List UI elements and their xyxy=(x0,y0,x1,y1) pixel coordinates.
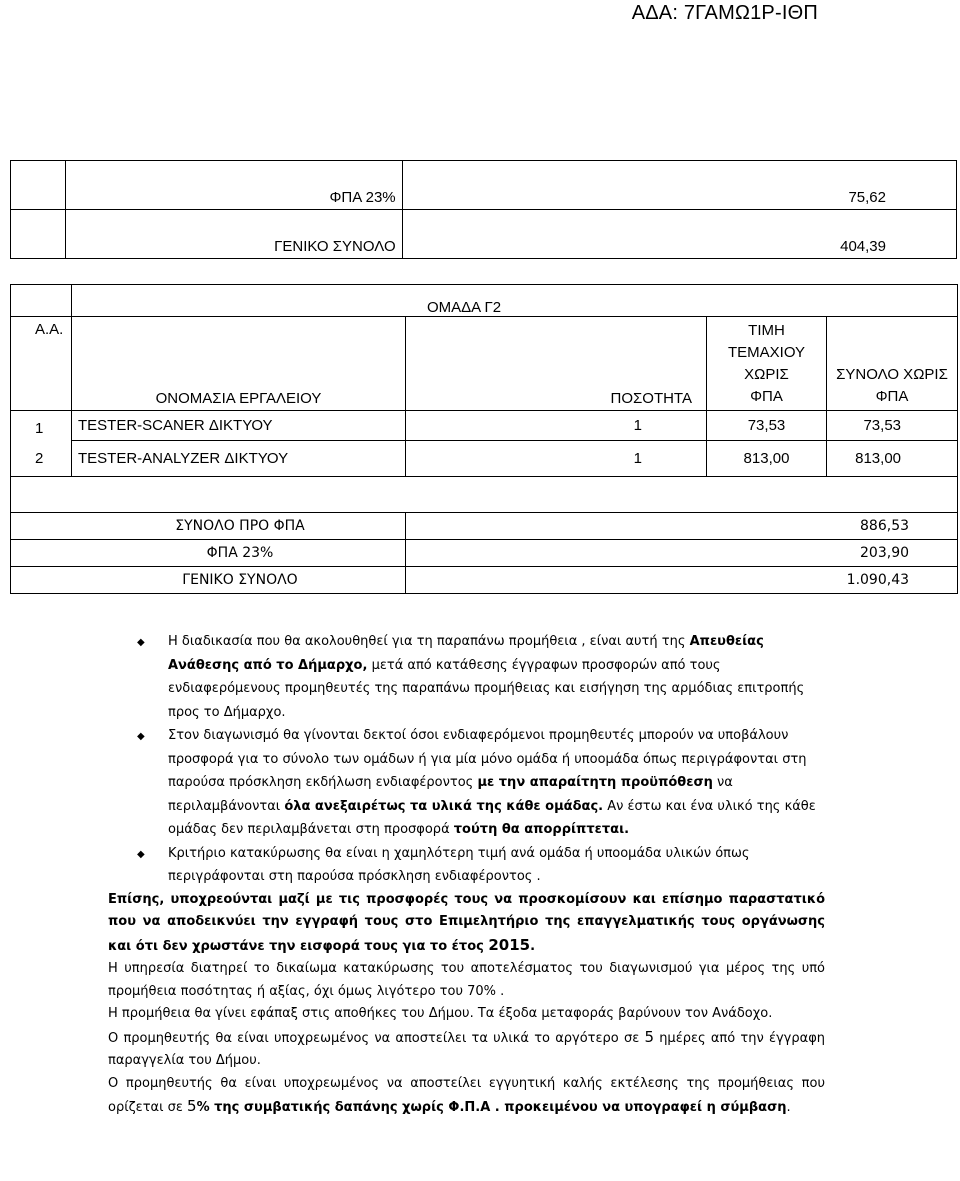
subtotal-label: ΣΥΝΟΛΟ ΠΡΟ ΦΠΑ xyxy=(11,513,406,540)
table-row xyxy=(11,540,958,567)
item-qty: 1 xyxy=(406,441,707,477)
item-total: 813,00 xyxy=(827,441,958,477)
item-total: 73,53 xyxy=(827,411,958,441)
table-row xyxy=(11,567,958,594)
table-row xyxy=(11,411,958,441)
terms-bullet-list xyxy=(110,630,825,889)
diamond-bullet-icon: ◆ xyxy=(137,637,145,648)
grand-total-value: 1.090,43 xyxy=(406,567,958,594)
paragraph-shipping-time: Ο προμηθευτής θα είναι υποχρεωμένος να αποστείλει τα υλικά το αργότερο σε 5 ημέρες από την έγγραφη παραγγελία του Δήμου. xyxy=(108,1027,826,1068)
list-item: ◆ Κριτήριο κατακύρωσης θα είναι η χαμηλότερη τιμή ανά ομάδα ή υποομάδα υλικών όπως περιγράφονται στη παρούσα πρόσκληση ενδιαφέροντος . xyxy=(110,842,825,889)
row-number: 2 xyxy=(35,450,44,467)
list-item: ◆ Στον διαγωνισμό θα γίνονται δεκτοί όσοι ενδιαφερόμενοι προμηθευτές μπορούν να υποβάλουν προσφορά για το σύνολο των ομάδων ή για μία μόνο ομάδα ή υποομάδα όπως περιγράφονται στη παρούσα πρόσκληση εκδήλωση ενδιαφέροντος με την απαραίτητη προϋπόθεση να περιλαμβάνονται όλα ανεξαιρέτως τα υλικά της κάθε ομάδας. Αν έστω και ένα υλικό της κάθε ομάδας δεν περιλαμβάνεται στη προσφορά τούτη θα απορρίπτεται. xyxy=(110,724,825,842)
table-row xyxy=(11,513,958,540)
subtotal-value: 886,53 xyxy=(406,513,958,540)
grand-total-value: 404,39 xyxy=(402,210,956,259)
previous-totals-table xyxy=(10,160,957,259)
diamond-bullet-icon: ◆ xyxy=(137,731,145,742)
grand-total-label: ΓΕΝΙΚΟ ΣΥΝΟΛΟ xyxy=(66,210,402,259)
col-total-header: ΣΥΝΟΛΟ ΧΩΡΙΣ ΦΠΑ xyxy=(827,317,958,411)
table-row xyxy=(11,477,958,513)
table-row xyxy=(11,161,957,210)
ada-code: ΑΔΑ: 7ΓΑΜΩ1Ρ-ΙΘΠ xyxy=(631,2,818,24)
item-name: TESTER-ANALYZER ΔΙΚΤΥΟΥ xyxy=(72,441,406,477)
group-title: ΟΜΑΔΑ Γ2 xyxy=(72,285,958,317)
group-g2-table xyxy=(10,284,958,594)
vat-label: ΦΠΑ 23% xyxy=(66,161,402,210)
vat-label: ΦΠΑ 23% xyxy=(11,540,406,567)
grand-total-label: ΓΕΝΙΚΟ ΣΥΝΟΛΟ xyxy=(11,567,406,594)
item-price: 73,53 xyxy=(707,411,827,441)
table-row xyxy=(11,285,958,317)
item-qty: 1 xyxy=(406,411,707,441)
table-row xyxy=(11,441,958,477)
vat-value: 203,90 xyxy=(406,540,958,567)
col-qty-header: ΠΟΣΟΤΗΤΑ xyxy=(406,317,707,411)
row-number: 1 xyxy=(35,420,44,437)
item-price: 813,00 xyxy=(707,441,827,477)
table-header-row xyxy=(11,317,958,411)
paragraph-guarantee: Ο προμηθευτής θα είναι υποχρεωμένος να αποστείλει εγγυητική καλής εκτέλεσης της προμήθειας που ορίζεται σε 5% της συμβατικής δαπάνης χωρίς Φ.Π.Α . προκειμένου να υπογραφεί η σύμβαση. xyxy=(108,1075,825,1115)
terms-text xyxy=(110,630,825,1120)
diamond-bullet-icon: ◆ xyxy=(137,848,145,860)
vat-value: 75,62 xyxy=(402,161,956,210)
col-price-header: ΤΙΜΗ ΤΕΜΑΧΙΟΥ ΧΩΡΙΣ ΦΠΑ xyxy=(707,317,827,411)
paragraph-registration: Επίσης, υποχρεούνται μαζί με τις προσφορές τους να προσκομίσουν και επίσημο παραστατικό που να αποδεικνύει την εγγραφή τους στο Επιμελητήριο της επαγγελματικής τους οργάνωσης και ότι δεν χρωστάνε την εισφορά τους για το έτος 2015. xyxy=(108,891,825,954)
col-name-header: ΟΝΟΜΑΣΙΑ ΕΡΓΑΛΕΙΟΥ xyxy=(72,317,406,411)
paragraph-award-rights: Η υπηρεσία διατηρεί το δικαίωμα κατακύρωσης του αποτελέσματος του διαγωνισμού για μέρος της υπό προμήθεια ποσότητας ή αξίας, όχι όμως λιγότερο του 70% . xyxy=(108,961,825,999)
item-name: TESTER-SCANER ΔΙΚΤΥΟΥ xyxy=(72,411,406,441)
aa-header: Α.Α. xyxy=(11,317,72,411)
paragraph-delivery: Η προμήθεια θα γίνει εφάπαξ στις αποθήκες του Δήμου. Τα έξοδα μεταφοράς βαρύνουν τον Ανάδοχο. xyxy=(108,1006,773,1021)
table-row xyxy=(11,210,957,259)
list-item: ◆ Η διαδικασία που θα ακολουθηθεί για τη παραπάνω προμήθεια , είναι αυτή της Απευθείας Ανάθεσης από το Δήμαρχο, μετά από κατάθεσης έγγραφων προσφορών από τους ενδιαφερόμενους προμηθευτές της παραπάνω προμήθειας και εισήγηση της αρμόδιας επιτροπής προς το Δήμαρχο. xyxy=(110,630,825,724)
